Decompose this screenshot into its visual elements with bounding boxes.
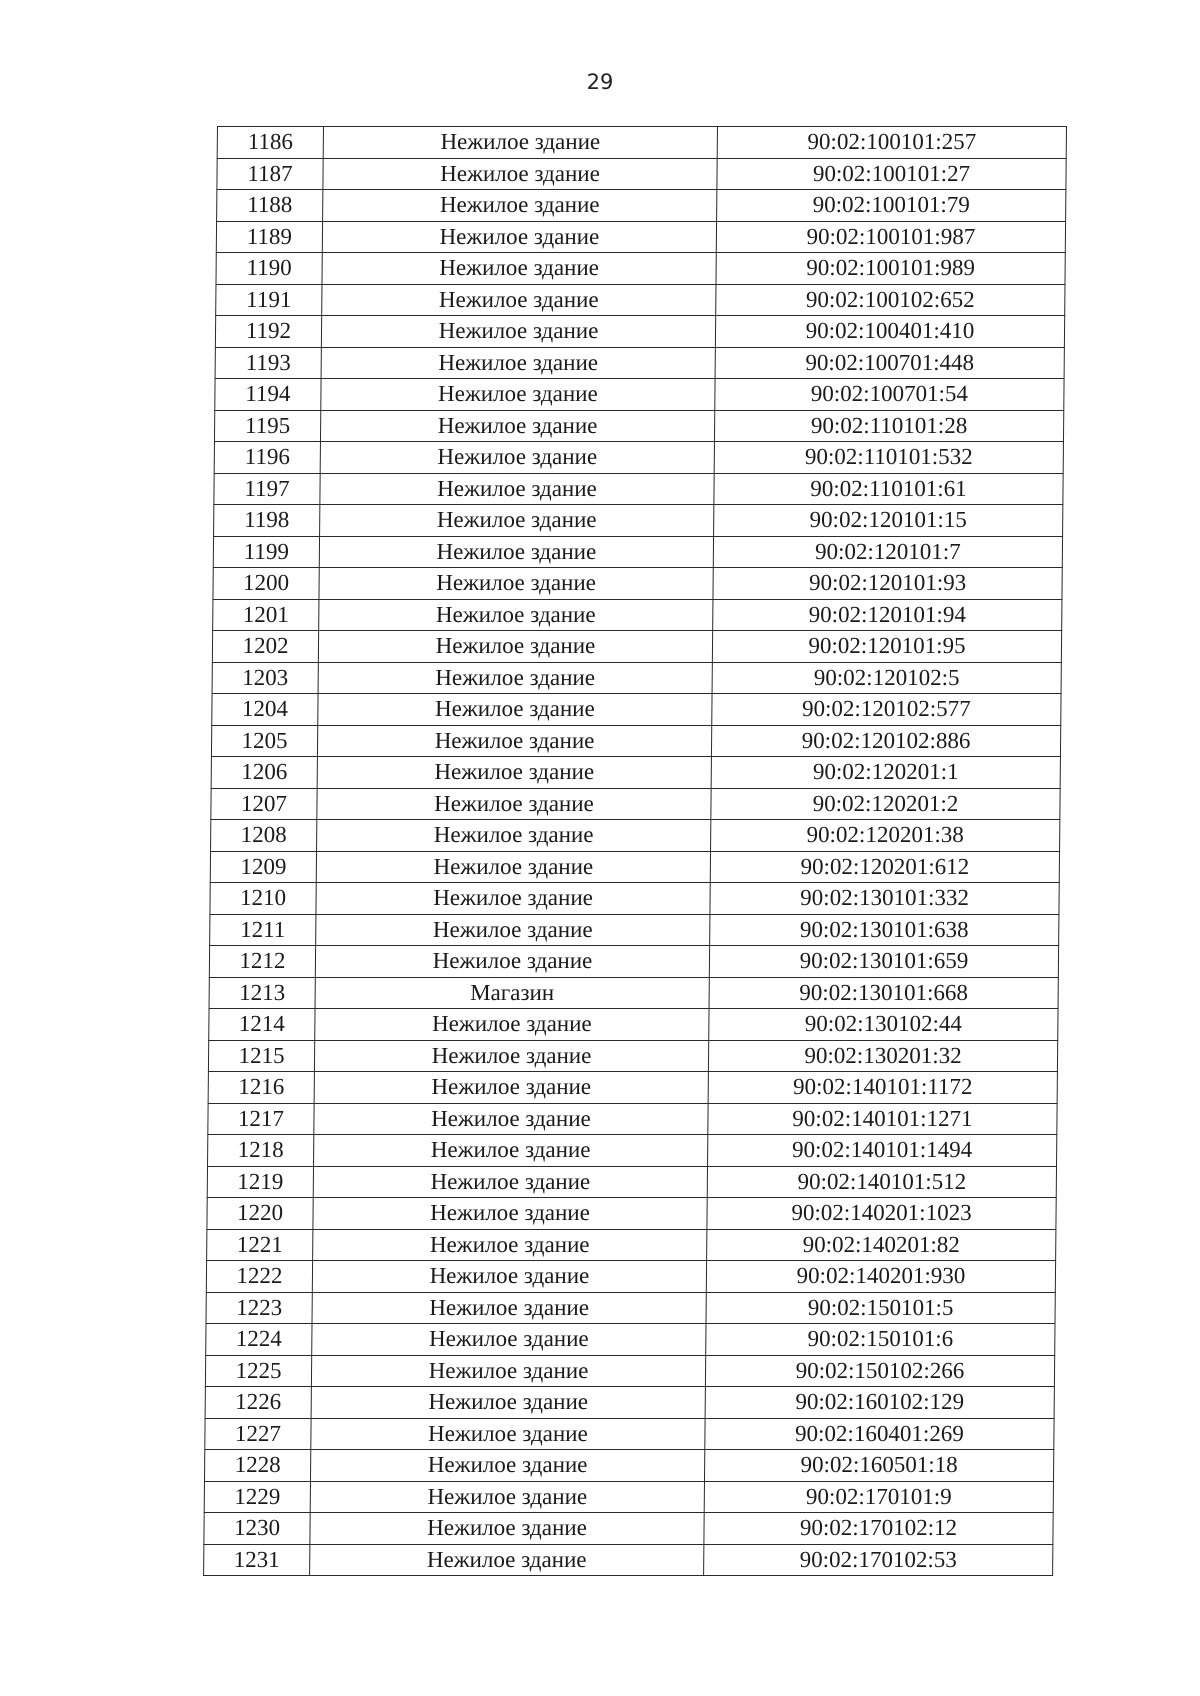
cadastral-number-cell: 90:02:100102:652 — [716, 284, 1065, 316]
cadastral-number-cell: 90:02:140201:1023 — [707, 1198, 1056, 1230]
row-number-cell: 1221 — [207, 1229, 313, 1261]
table-row — [207, 1166, 1056, 1198]
cadastral-number-cell: 90:02:100401:410 — [715, 316, 1064, 348]
object-type-cell: Нежилое здание — [313, 1166, 707, 1198]
table-row — [206, 1261, 1055, 1293]
table-row — [205, 1355, 1054, 1387]
table-row — [215, 316, 1064, 348]
row-number-cell: 1219 — [207, 1166, 313, 1198]
object-type-cell: Нежилое здание — [323, 127, 717, 159]
cadastral-number-cell: 90:02:100101:989 — [716, 253, 1065, 285]
object-type-cell: Нежилое здание — [321, 347, 715, 379]
cadastral-number-cell: 90:02:120102:886 — [711, 725, 1060, 757]
table-row — [207, 1229, 1056, 1261]
row-number-cell: 1229 — [204, 1481, 310, 1513]
table-row — [205, 1387, 1054, 1419]
table-row — [211, 757, 1060, 789]
row-number-cell: 1227 — [205, 1418, 311, 1450]
table-row — [214, 473, 1063, 505]
table-row — [204, 1481, 1053, 1513]
cadastral-number-cell: 90:02:140201:930 — [706, 1261, 1055, 1293]
cadastral-number-cell: 90:02:160501:18 — [704, 1450, 1053, 1482]
table-row — [204, 1513, 1053, 1545]
row-number-cell: 1212 — [209, 946, 315, 978]
table-row — [206, 1324, 1055, 1356]
row-number-cell: 1203 — [212, 662, 318, 694]
table-row — [210, 914, 1059, 946]
row-number-cell: 1187 — [217, 158, 323, 190]
table-row — [216, 253, 1065, 285]
object-type-cell: Нежилое здание — [316, 851, 710, 883]
object-type-cell: Нежилое здание — [311, 1355, 705, 1387]
cadastral-number-cell: 90:02:110101:28 — [714, 410, 1063, 442]
cadastral-number-cell: 90:02:160102:129 — [705, 1387, 1054, 1419]
table-row — [215, 379, 1064, 411]
table-row — [206, 1292, 1055, 1324]
cadastral-number-cell: 90:02:150102:266 — [705, 1355, 1054, 1387]
object-type-cell: Нежилое здание — [320, 473, 714, 505]
table-row — [208, 1040, 1057, 1072]
row-number-cell: 1226 — [205, 1387, 311, 1419]
row-number-cell: 1218 — [208, 1135, 314, 1167]
cadastral-number-cell: 90:02:130102:44 — [709, 1009, 1058, 1041]
object-type-cell: Нежилое здание — [319, 599, 713, 631]
cadastral-number-cell: 90:02:120201:612 — [710, 851, 1059, 883]
row-number-cell: 1228 — [204, 1450, 310, 1482]
object-type-cell: Нежилое здание — [312, 1324, 706, 1356]
object-type-cell: Нежилое здание — [322, 221, 716, 253]
row-number-cell: 1191 — [216, 284, 322, 316]
object-type-cell: Нежилое здание — [317, 788, 711, 820]
table-row — [216, 221, 1065, 253]
row-number-cell: 1200 — [213, 568, 319, 600]
cadastral-number-cell: 90:02:120101:94 — [713, 599, 1062, 631]
row-number-cell: 1199 — [213, 536, 319, 568]
table-row — [209, 977, 1058, 1009]
cadastral-number-cell: 90:02:150101:6 — [706, 1324, 1055, 1356]
object-type-cell: Нежилое здание — [310, 1544, 704, 1576]
cadastral-number-cell: 90:02:120101:95 — [712, 631, 1061, 663]
object-type-cell: Магазин — [315, 977, 709, 1009]
cadastral-number-cell: 90:02:120101:7 — [713, 536, 1062, 568]
page-number: 29 — [586, 70, 614, 94]
row-number-cell: 1202 — [212, 631, 318, 663]
cadastral-number-cell: 90:02:140101:1494 — [708, 1135, 1057, 1167]
cadastral-number-cell: 90:02:130101:668 — [709, 977, 1058, 1009]
row-number-cell: 1216 — [208, 1072, 314, 1104]
object-type-cell: Нежилое здание — [312, 1261, 706, 1293]
table-row — [208, 1135, 1057, 1167]
cadastral-number-cell: 90:02:130101:332 — [710, 883, 1059, 915]
cadastral-number-cell: 90:02:100101:257 — [717, 127, 1066, 159]
row-number-cell: 1220 — [207, 1198, 313, 1230]
row-number-cell: 1196 — [214, 442, 320, 474]
table-row — [212, 631, 1061, 663]
cadastral-number-cell: 90:02:120101:15 — [714, 505, 1063, 537]
object-type-cell: Нежилое здание — [317, 820, 711, 852]
table-row — [204, 1544, 1053, 1576]
object-type-cell: Нежилое здание — [310, 1481, 704, 1513]
row-number-cell: 1231 — [204, 1544, 310, 1576]
table-row — [214, 505, 1063, 537]
cadastral-number-cell: 90:02:140101:1172 — [708, 1072, 1057, 1104]
row-number-cell: 1225 — [205, 1355, 311, 1387]
table-row — [214, 442, 1063, 474]
row-number-cell: 1217 — [208, 1103, 314, 1135]
row-number-cell: 1201 — [213, 599, 319, 631]
object-type-cell: Нежилое здание — [320, 410, 714, 442]
row-number-cell: 1188 — [217, 190, 323, 222]
table-row — [217, 190, 1066, 222]
object-type-cell: Нежилое здание — [318, 662, 712, 694]
cadastral-number-cell: 90:02:120102:5 — [712, 662, 1061, 694]
cadastral-number-cell: 90:02:170102:12 — [704, 1513, 1053, 1545]
property-table-wrapper — [203, 126, 1066, 1576]
row-number-cell: 1223 — [206, 1292, 312, 1324]
object-type-cell: Нежилое здание — [320, 442, 714, 474]
object-type-cell: Нежилое здание — [316, 883, 710, 915]
table-row — [209, 1009, 1058, 1041]
object-type-cell: Нежилое здание — [317, 757, 711, 789]
table-row — [204, 1450, 1053, 1482]
row-number-cell: 1230 — [204, 1513, 310, 1545]
row-number-cell: 1186 — [217, 127, 323, 159]
table-row — [213, 536, 1062, 568]
object-type-cell: Нежилое здание — [317, 725, 711, 757]
table-row — [216, 284, 1065, 316]
object-type-cell: Нежилое здание — [319, 568, 713, 600]
object-type-cell: Нежилое здание — [318, 694, 712, 726]
row-number-cell: 1192 — [215, 316, 321, 348]
table-row — [205, 1418, 1054, 1450]
cadastral-number-cell: 90:02:110101:532 — [714, 442, 1063, 474]
cadastral-number-cell: 90:02:130101:659 — [709, 946, 1058, 978]
row-number-cell: 1214 — [209, 1009, 315, 1041]
row-number-cell: 1204 — [212, 694, 318, 726]
table-row — [212, 694, 1061, 726]
object-type-cell: Нежилое здание — [322, 253, 716, 285]
row-number-cell: 1210 — [210, 883, 316, 915]
row-number-cell: 1193 — [215, 347, 321, 379]
table-row — [217, 127, 1066, 159]
row-number-cell: 1197 — [214, 473, 320, 505]
object-type-cell: Нежилое здание — [311, 1418, 705, 1450]
row-number-cell: 1198 — [214, 505, 320, 537]
object-type-cell: Нежилое здание — [312, 1292, 706, 1324]
object-type-cell: Нежилое здание — [311, 1387, 705, 1419]
cadastral-number-cell: 90:02:120101:93 — [713, 568, 1062, 600]
table-row — [208, 1103, 1057, 1135]
row-number-cell: 1209 — [210, 851, 316, 883]
row-number-cell: 1206 — [211, 757, 317, 789]
cadastral-number-cell: 90:02:120201:1 — [711, 757, 1060, 789]
table-row — [211, 820, 1060, 852]
object-type-cell: Нежилое здание — [314, 1072, 708, 1104]
table-row — [207, 1198, 1056, 1230]
object-type-cell: Нежилое здание — [318, 631, 712, 663]
table-row — [211, 725, 1060, 757]
table-row — [210, 851, 1059, 883]
table-row — [209, 946, 1058, 978]
table-row — [208, 1072, 1057, 1104]
table-row — [214, 410, 1063, 442]
cadastral-number-cell: 90:02:170102:53 — [704, 1544, 1053, 1576]
cadastral-number-cell: 90:02:120201:2 — [711, 788, 1060, 820]
table-row — [217, 158, 1066, 190]
object-type-cell: Нежилое здание — [319, 536, 713, 568]
object-type-cell: Нежилое здание — [320, 505, 714, 537]
object-type-cell: Нежилое здание — [313, 1229, 707, 1261]
cadastral-number-cell: 90:02:140101:1271 — [708, 1103, 1057, 1135]
cadastral-number-cell: 90:02:130201:32 — [708, 1040, 1057, 1072]
cadastral-number-cell: 90:02:130101:638 — [710, 914, 1059, 946]
object-type-cell: Нежилое здание — [314, 1103, 708, 1135]
object-type-cell: Нежилое здание — [323, 158, 717, 190]
cadastral-number-cell: 90:02:100701:448 — [715, 347, 1064, 379]
row-number-cell: 1208 — [211, 820, 317, 852]
object-type-cell: Нежилое здание — [310, 1513, 704, 1545]
property-table-body — [204, 127, 1067, 1576]
cadastral-number-cell: 90:02:140201:82 — [707, 1229, 1056, 1261]
cadastral-number-cell: 90:02:120201:38 — [711, 820, 1060, 852]
object-type-cell: Нежилое здание — [321, 379, 715, 411]
cadastral-number-cell: 90:02:160401:269 — [705, 1418, 1054, 1450]
table-row — [213, 599, 1062, 631]
cadastral-number-cell: 90:02:100101:79 — [717, 190, 1066, 222]
row-number-cell: 1190 — [216, 253, 322, 285]
object-type-cell: Нежилое здание — [316, 914, 710, 946]
object-type-cell: Нежилое здание — [321, 316, 715, 348]
cadastral-number-cell: 90:02:110101:61 — [714, 473, 1063, 505]
cadastral-number-cell: 90:02:100701:54 — [715, 379, 1064, 411]
row-number-cell: 1205 — [211, 725, 317, 757]
row-number-cell: 1195 — [214, 410, 320, 442]
object-type-cell: Нежилое здание — [314, 1040, 708, 1072]
cadastral-number-cell: 90:02:170101:9 — [704, 1481, 1053, 1513]
property-table — [203, 126, 1067, 1576]
row-number-cell: 1189 — [216, 221, 322, 253]
object-type-cell: Нежилое здание — [322, 284, 716, 316]
cadastral-number-cell: 90:02:100101:987 — [716, 221, 1065, 253]
cadastral-number-cell: 90:02:100101:27 — [717, 158, 1066, 190]
cadastral-number-cell: 90:02:140101:512 — [707, 1166, 1056, 1198]
row-number-cell: 1213 — [209, 977, 315, 1009]
object-type-cell: Нежилое здание — [323, 190, 717, 222]
cadastral-number-cell: 90:02:150101:5 — [706, 1292, 1055, 1324]
table-row — [210, 883, 1059, 915]
row-number-cell: 1207 — [211, 788, 317, 820]
object-type-cell: Нежилое здание — [313, 1198, 707, 1230]
table-row — [212, 662, 1061, 694]
cadastral-number-cell: 90:02:120102:577 — [712, 694, 1061, 726]
row-number-cell: 1224 — [206, 1324, 312, 1356]
row-number-cell: 1215 — [208, 1040, 314, 1072]
table-row — [213, 568, 1062, 600]
row-number-cell: 1211 — [210, 914, 316, 946]
row-number-cell: 1194 — [215, 379, 321, 411]
object-type-cell: Нежилое здание — [314, 1135, 708, 1167]
object-type-cell: Нежилое здание — [315, 946, 709, 978]
object-type-cell: Нежилое здание — [315, 1009, 709, 1041]
table-row — [215, 347, 1064, 379]
row-number-cell: 1222 — [206, 1261, 312, 1293]
table-row — [211, 788, 1060, 820]
object-type-cell: Нежилое здание — [310, 1450, 704, 1482]
